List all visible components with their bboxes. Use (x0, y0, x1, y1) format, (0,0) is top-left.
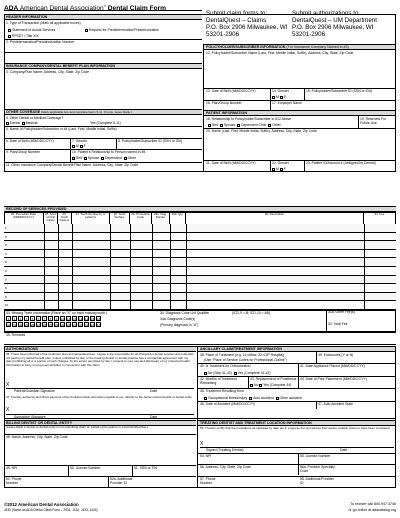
ada-org: American Dental Association (19, 5, 104, 13)
treatment-resulting-checkboxes[interactable]: Occupational illness/injury Auto accident Other accident (204, 396, 302, 400)
patient-relationship-checkboxes[interactable]: Self Spouse Dependent Child Other (208, 123, 281, 127)
billing-additional-id-field[interactable]: 52a. Additional Provider ID (110, 477, 133, 485)
missing-tooth-box[interactable]: 15 (91, 317, 95, 321)
missing-tooth-box[interactable]: 8 (49, 317, 52, 321)
record-of-services-section: RECORD OF SERVICES PROVIDED (4, 206, 396, 212)
missing-tooth-box[interactable]: 16 (97, 317, 101, 321)
missing-tooth-box[interactable]: 17 (97, 323, 101, 327)
policyholder-dob-field[interactable]: 13. Date of Birth (MM/DD/CCYY) (206, 89, 256, 93)
missing-tooth-box[interactable]: 29 (25, 323, 29, 327)
missing-tooth-box[interactable]: 23 (61, 323, 65, 327)
accident-date-field[interactable]: 46. Date of Accident (MM/DD/CCYY) (200, 402, 256, 406)
missing-tooth-box[interactable]: 24 (55, 323, 59, 327)
service-row-number: 7 (5, 277, 7, 282)
remarks-field[interactable]: 35. Remarks (6, 333, 26, 337)
missing-tooth-box[interactable]: 32 (7, 323, 11, 327)
other-coverage-yes-label: Yes (Complete 5-11) (90, 121, 121, 125)
service-row-number: 1 (5, 226, 7, 230)
service-column-header: 24. Procedure Date (MM/DD/CCYY) (4, 212, 44, 224)
submit-auth-line: Submit authorizations to (292, 10, 359, 17)
service-row-number: 8 (5, 286, 7, 291)
submit-claims-line: Submit claim forms to: (206, 10, 268, 17)
service-row[interactable] (4, 293, 396, 302)
service-row-number: 5 (5, 260, 7, 265)
submit-claims-line: DentalQuest – Claims (206, 17, 267, 24)
service-column-header: 27. Tooth Number(s) or Letter(s) (72, 212, 110, 224)
missing-tooth-box[interactable]: 28 (31, 323, 35, 327)
treating-dentist-section: TREATING DENTIST AND TREATMENT LOCATION INFORMATION (198, 420, 396, 426)
provider-specialty-field[interactable]: 56a. Provider Specialty Code (300, 465, 335, 473)
missing-tooth-box[interactable]: 14 (85, 317, 89, 321)
service-row[interactable] (4, 258, 396, 267)
missing-tooth-box[interactable]: 18 (91, 323, 95, 327)
missing-tooth-box[interactable]: 11 (67, 317, 71, 321)
reserved-field: 19. Reserved For Future Use (360, 117, 387, 125)
form-code: J430 (Same as ADA Dental Claim Form – J431, J432, J433, J434) (4, 508, 98, 512)
bottom-form-frame (4, 346, 396, 488)
service-column-header: 29b. Qty. (170, 212, 186, 224)
service-column-header: 28. Tooth Surface (110, 212, 130, 224)
subscriber-signature-x: X (6, 407, 10, 413)
patient-signature-x: X (6, 382, 10, 388)
company-plan-name-field[interactable]: 3. Company/Plan Name, Address, City, State, Zip Code (6, 70, 90, 74)
other-gender-checkboxes[interactable]: M F (72, 144, 86, 148)
submit-auth-line: 53201-2906 (292, 31, 326, 38)
billing-address-field[interactable]: 48. Name, Address, City, State, Zip Code (6, 435, 68, 439)
ada-brand: ADA (4, 5, 19, 13)
subscriber-signature-field[interactable]: Subscriber Signature (14, 415, 46, 419)
copyright: ©2012 American Dental Association (4, 502, 79, 507)
form-name: Dental Claim Form (107, 5, 167, 13)
service-row[interactable] (4, 284, 396, 293)
relationship-checkboxes[interactable]: Self Spouse Dependent Other (72, 156, 136, 160)
missing-tooth-box[interactable]: 1 (7, 317, 10, 321)
patient-relationship-label: 18. Relationship to Policyholder/Subscriber in #12 Above (206, 117, 292, 121)
service-row-number: 9 (5, 294, 7, 299)
service-row[interactable] (4, 301, 396, 310)
submit-claims-line: P.O. Box 2906 Milwaukee, WI (206, 24, 288, 31)
statement-actual-services-checkbox[interactable]: Statement of Actual Services (8, 28, 55, 32)
total-fee-field[interactable]: 32. Total Fee (328, 322, 348, 326)
treating-certification-text: 53. I hereby certify that the procedures as indicated by date are in progress (for procedures that require multiple visits) or have been completed. (200, 426, 391, 430)
accident-state-field[interactable]: 47. Auto Accident State (318, 402, 354, 406)
benefits-authorization-text: 37. I hereby authorize and direct payment of the dental benefits otherwise payable to me, directly to the below named dentist or dental entity. (6, 395, 193, 399)
service-column-header: 26. Tooth System (58, 212, 72, 224)
service-row-number: 2 (5, 234, 7, 239)
patient-name-field[interactable]: 20. Name (Last, First, Middle Initial, Suffix), Address, City, State, Zip Code (206, 129, 317, 133)
missing-tooth-box[interactable]: 22 (67, 323, 71, 327)
policyholder-name-field[interactable]: 12. Policyholder/Subscriber Name (Last, First, Middle Initial, Suffix), Address, City, State, Zip Code (206, 51, 354, 55)
treating-phone-field[interactable]: 57. Phone Number (200, 477, 216, 485)
policyholder-plan-group-field[interactable]: 16. Plan/Group Number (206, 101, 242, 105)
missing-tooth-box[interactable]: 20 (79, 323, 83, 327)
other-fees-field[interactable]: 31a. Other Fee(s) (328, 310, 355, 314)
top-form-frame (4, 14, 396, 172)
submit-auth-line: P.O. Box 2906 Milwaukee, WI (292, 24, 374, 31)
predetermination-number-field[interactable]: 2. Predetermination/Preauthorization Number (6, 40, 75, 44)
orthodontics-checkboxes[interactable]: No (Skip 41-42) Yes (Complete 41-42) (204, 371, 271, 375)
prosthesis-label: 43. Replacement of Prosthesis (250, 377, 297, 381)
missing-tooth-box[interactable]: 13 (79, 317, 83, 321)
place-of-treatment-field[interactable]: 38. Place of Treatment (e.g. 11=office; 22=O/P Hospital) (200, 353, 285, 357)
patient-signature-field[interactable]: Patient/Guardian Signature (14, 389, 55, 393)
predetermination-checkbox[interactable]: Request for Predetermination/Preauthorization (85, 28, 159, 32)
missing-tooth-box[interactable]: 26 (43, 323, 47, 327)
service-column-header: 25. Area of Oral Cavity (44, 212, 58, 224)
other-subscriber-name-field[interactable]: 5. Name of Policyholder/Subscriber in #4 (Last, First, Middle Initial, Suffix) (6, 127, 117, 131)
patient-signature-date[interactable]: Date (150, 389, 158, 393)
treating-signature-field[interactable]: Signed (Treating Dentist) (206, 448, 244, 452)
billing-phone-field[interactable]: 52. Phone Number (6, 477, 22, 485)
form-title: ADA American Dental Association® Dental Claim Form (4, 4, 167, 13)
billing-dentist-section: BILLING DENTIST OR DENTAL ENTITY (4, 420, 196, 426)
epsdt-checkbox[interactable]: EPSDT / Title XIX (8, 34, 39, 38)
missing-teeth-grid (6, 316, 156, 328)
prior-placement-date-field[interactable]: 44. Date of Prior Placement (MM/DD/CCYY) (300, 377, 367, 381)
billing-npi-field[interactable]: 49. NPI (6, 466, 18, 470)
relationship-label: 10. Patient's Relationship to Person named in #5 (72, 150, 146, 154)
service-row[interactable] (4, 224, 396, 233)
ancillary-section: ANCILLARY CLAIM/TREATMENT INFORMATION (198, 346, 396, 352)
enclosures-field[interactable]: 39. Enclosures (Y or N) (318, 353, 354, 357)
authorizations-section: AUTHORIZATIONS (4, 346, 196, 352)
missing-tooth-box[interactable]: 6 (37, 317, 40, 321)
employer-name-field[interactable]: 17. Employer Name (272, 101, 302, 105)
billing-license-field[interactable]: 50. License Number (70, 466, 101, 470)
service-row[interactable] (4, 233, 396, 242)
policyholder-section: POLICYHOLDER/SUBSCRIBER INFORMATION (For Insurance Company Named in #3) (204, 44, 396, 50)
billing-note: (Leave blank if dentist or dental entity is not submitting claim on behalf of the patient or insured/subscriber.) (6, 425, 148, 429)
patient-gender-label: 22. Gender (272, 161, 289, 165)
months-remaining-field[interactable]: 42. Months of Treatment Remaining (200, 377, 237, 385)
missing-tooth-box[interactable]: 12 (73, 317, 77, 321)
missing-tooth-box[interactable]: 7 (43, 317, 46, 321)
billing-ssn-field[interactable]: 51. SSN or TIN (134, 466, 157, 470)
treating-address-field[interactable]: 56. Address, City, State, Zip Code (200, 465, 251, 469)
missing-tooth-box[interactable]: 25 (49, 323, 53, 327)
treating-npi-field[interactable]: 54. NPI (200, 454, 212, 458)
orthodontics-label: 40. Is Treatment for Orthodontics? (200, 364, 252, 368)
missing-tooth-box[interactable]: 19 (85, 323, 89, 327)
missing-tooth-box[interactable]: 5 (31, 317, 34, 321)
treating-signature-date[interactable]: Date (340, 448, 348, 452)
diagnosis-qualifier-label: 34. Diagnosis Code List Qualifier (160, 311, 210, 315)
primary-diagnosis-note: (Primary diagnosis in "A") (160, 323, 199, 327)
header-information-section: HEADER INFORMATION (4, 14, 202, 20)
service-column-header: 30. Description (186, 212, 364, 224)
diagnosis-codes-label: 34a. Diagnosis Code(s) (160, 317, 196, 321)
other-gender-label: 7. Gender (72, 139, 88, 143)
service-column-header: 31. Fee (364, 212, 396, 224)
other-coverage-label: 4. Other Dental or Medical Coverage? (6, 116, 64, 120)
treating-signature-x: X (200, 441, 204, 447)
prosthesis-checkboxes[interactable]: No Yes (Complete 44) (250, 383, 291, 387)
policyholder-gender-checkboxes[interactable]: M F (272, 95, 286, 99)
treatment-resulting-label: 45. Treatment Resulting from (200, 389, 244, 393)
other-subscriber-id-field[interactable]: 8. Policyholder/Subscriber ID (SSN or ID#) (118, 139, 183, 143)
service-row[interactable] (4, 267, 396, 276)
missing-tooth-box[interactable]: 30 (19, 323, 23, 327)
reorder-online: or go online at adacatalog.org (348, 508, 396, 512)
treating-additional-id-field[interactable]: 58. Additional Provider ID (300, 477, 334, 485)
service-column-header: 29. Procedure Code (130, 212, 152, 224)
submit-claims-line: 53201-2906 (206, 31, 240, 38)
other-plan-group-field[interactable]: 9. Plan/Group Number (6, 150, 40, 154)
transaction-type-label: 1. Type of Transaction (Mark all applicable boxes) (6, 21, 81, 25)
patient-information-section: PATIENT INFORMATION (204, 110, 396, 116)
patient-id-field[interactable]: 23. Patient ID/Account # (Assigned by Dentist) (306, 161, 376, 165)
other-coverage-no-checkbox[interactable]: Dental Medical (6, 121, 39, 125)
submit-auth-line: DentalQuest – UM Department (292, 17, 377, 24)
appliance-date-field[interactable]: 41. Date Appliance Placed (MM/DD/CCYY) (300, 364, 365, 368)
treating-license-field[interactable]: 55. License Number (300, 454, 331, 458)
subscriber-signature-date[interactable]: Date (150, 415, 158, 419)
other-insurance-company-field[interactable]: 11. Other Insurance Company/Dental Benefit Plan Name, Address, City, State, Zip Code (6, 163, 139, 167)
place-of-service-note: (Use "Place of Service Codes for Professional Claims") (204, 358, 287, 362)
service-column-header: 29a. Diag. Pointer (152, 212, 170, 224)
policyholder-gender-label: 14. Gender (272, 89, 289, 93)
service-row-number: 3 (5, 243, 7, 248)
service-row[interactable] (4, 241, 396, 250)
diagnosis-qualifier-note: (ICD-9 = B; ICD-10 = AB) (232, 311, 271, 315)
other-dob-field[interactable]: 6. Date of Birth (MM/DD/CCYY) (6, 139, 54, 143)
policyholder-id-field[interactable]: 15. Policyholder/Subscriber ID (SSN or ID#) (306, 89, 372, 93)
service-row-number: 10 (5, 303, 9, 308)
missing-tooth-box[interactable]: 9 (55, 317, 58, 321)
services-header-row (4, 212, 396, 224)
other-coverage-section: OTHER COVERAGE (Mark applicable box and complete items 5-11. If none, leave blank.) (4, 109, 202, 115)
patient-gender-checkboxes[interactable]: M F (272, 167, 286, 171)
service-row[interactable] (4, 250, 396, 259)
service-row[interactable] (4, 276, 396, 285)
missing-tooth-box[interactable]: 2 (13, 317, 16, 321)
patient-dob-field[interactable]: 21. Date of Birth (MM/DD/CCYY) (206, 161, 256, 165)
missing-teeth-label: 33. Missing Teeth Information (Place an "X" on each missing tooth.) (6, 311, 108, 315)
missing-tooth-box[interactable]: 4 (25, 317, 28, 321)
service-row-number: 6 (5, 269, 7, 273)
missing-tooth-box[interactable]: 21 (73, 323, 77, 327)
missing-tooth-box[interactable]: 31 (13, 323, 17, 327)
missing-tooth-box[interactable]: 3 (19, 317, 22, 321)
reorder-phone: To reorder call 800.947.4746 (350, 502, 396, 506)
service-row-number: 4 (5, 251, 7, 256)
patient-consent-text: 36. I have been informed of the treatment plan and associated fees. I agree to be responsible for all charges for dental services and materials not paid by my dental benefit plan, unless prohibited by law, or the treating dentist or dental practice has a contractual agreement with my plan prohibiting all or a portion of such charges. To the extent permitted by law, I consent to your use and disclosure of my protected health information to carry out payment activities in connection with this claim. (6, 352, 194, 368)
missing-tooth-box[interactable]: 27 (37, 323, 41, 327)
missing-tooth-box[interactable]: 10 (61, 317, 65, 321)
insurance-company-section: INSURANCE COMPANY/DENTAL BENEFIT PLAN INFORMATION (4, 63, 202, 69)
